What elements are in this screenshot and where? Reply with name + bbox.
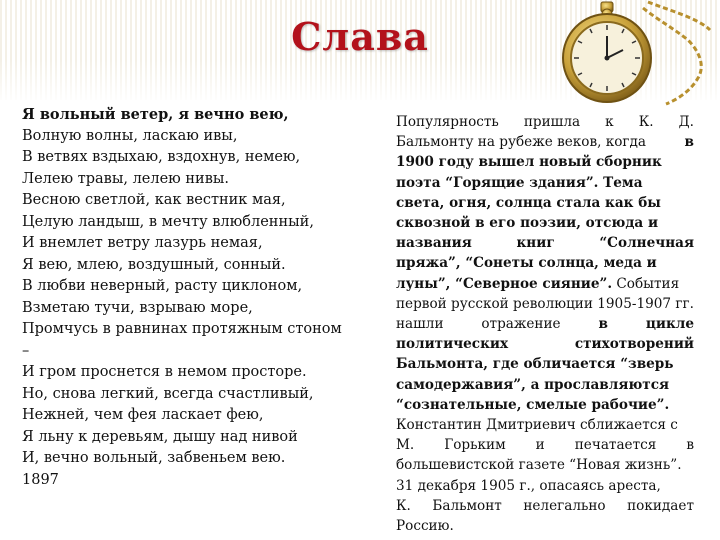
bio-word: “Солнечная xyxy=(599,235,694,252)
bio-line xyxy=(396,435,694,455)
bio-word: книг xyxy=(516,235,555,252)
bio-word: отражение xyxy=(481,316,561,333)
bio-line: Константин Дмитриевич сближается с xyxy=(396,417,678,434)
bio-word: нелегально xyxy=(523,497,606,514)
bio-word: нашли xyxy=(396,316,444,333)
bio-line-bold xyxy=(396,334,694,354)
bio-word: в xyxy=(686,437,694,454)
bio-word: Горьким xyxy=(444,437,506,454)
poem-line: И, вечно вольный, забвеньем вею. xyxy=(22,450,286,466)
bio-word: покидает xyxy=(627,497,694,514)
bio-line-bold xyxy=(396,233,694,253)
bio-line-bold: самодержавия”, а прославляются xyxy=(396,376,670,393)
bio-word-bold: цикле xyxy=(645,316,694,333)
poem-line: Я льну к деревьям, дышу над нивой xyxy=(22,428,298,445)
bio-line-bold: Бальмонта, где обличается “зверь xyxy=(396,356,674,373)
bio-text-bold: в xyxy=(684,134,694,151)
poem-line: Волную волны, ласкаю ивы, xyxy=(22,127,238,144)
poem-line: Лелею травы, лелею нивы. xyxy=(22,170,230,187)
bio-word: печатается xyxy=(574,437,657,454)
slide-title: Слава xyxy=(291,14,429,59)
bio-line xyxy=(396,496,694,516)
poem-line: Взметаю тучи, взрываю море, xyxy=(22,299,253,316)
bio-line-bold: света, огня, солнца стала как бы xyxy=(396,194,661,211)
poem-line: В ветвях вздыхаю, вздохнув, немею, xyxy=(22,149,301,165)
bio-word-bold: в xyxy=(598,316,608,333)
poem-line: В любви неверный, расту циклоном, xyxy=(22,278,303,294)
bio-line-bold: сквозной в его поэзии, отсюда и xyxy=(396,215,659,232)
bio-text: События xyxy=(612,275,680,292)
bio-line: первой русской революции 1905-1907 гг. xyxy=(396,295,694,312)
poem-line: Промчусь в равнинах протяжным стоном xyxy=(22,321,342,337)
bio-line-bold: “сознательные, смелые рабочие”. xyxy=(396,396,670,413)
bio-line xyxy=(396,314,694,334)
poem-line: Нежней, чем фея ласкает фею, xyxy=(22,407,264,423)
bio-word: и xyxy=(535,437,545,454)
bio-text-bold: луны”, “Северное сияние”. xyxy=(396,275,613,292)
bio-line-bold: 1900 году вышел новый сборник xyxy=(396,154,662,171)
biography-text xyxy=(396,112,694,536)
bio-word: пришла xyxy=(523,114,581,130)
bio-word: К. xyxy=(638,114,654,130)
bio-line: 31 декабря 1905 г., опасаясь ареста, xyxy=(396,477,661,494)
bio-line-bold: пряжа”, “Сонеты солнца, меда и xyxy=(396,255,657,272)
poem-line: Я вею, млею, воздушный, сонный. xyxy=(22,256,286,273)
poem-line: – xyxy=(22,342,30,359)
poem-line: И гром проснется в немом просторе. xyxy=(22,364,307,380)
bio-word: Бальмонт xyxy=(432,497,502,514)
pocket-watch-icon xyxy=(548,0,720,112)
bio-line xyxy=(396,132,694,152)
bio-word: политических xyxy=(396,336,509,353)
poem xyxy=(22,104,382,491)
bio-line xyxy=(396,274,694,294)
bio-line xyxy=(396,112,694,132)
bio-line: большевистской газете “Новая жизнь”. xyxy=(396,457,682,474)
poem-line: Но, снова легкий, всегда счастливый, xyxy=(22,385,314,402)
poem-year: 1897 xyxy=(22,471,59,488)
bio-word: Д. xyxy=(678,114,694,130)
bio-line-bold: поэта “Горящие здания”. Тема xyxy=(396,174,643,191)
bio-word: к xyxy=(605,114,614,130)
bio-word: Популярность xyxy=(396,114,499,130)
bio-word: названия xyxy=(396,235,472,252)
poem-line: Целую ландыш, в мечту влюбленный, xyxy=(22,213,314,230)
poem-line: Весною светлой, как вестник мая, xyxy=(22,192,286,208)
bio-word: стихотворений xyxy=(574,336,694,353)
poem-line: И внемлет ветру лазурь немая, xyxy=(22,235,263,251)
bio-word: М. xyxy=(396,437,415,454)
bio-text: Бальмонту на рубеже веков, когда xyxy=(396,134,647,151)
bio-line: Россию. xyxy=(396,518,454,535)
poem-line: Я вольный ветер, я вечно вею, xyxy=(22,106,289,123)
bio-word: К. xyxy=(396,497,411,514)
